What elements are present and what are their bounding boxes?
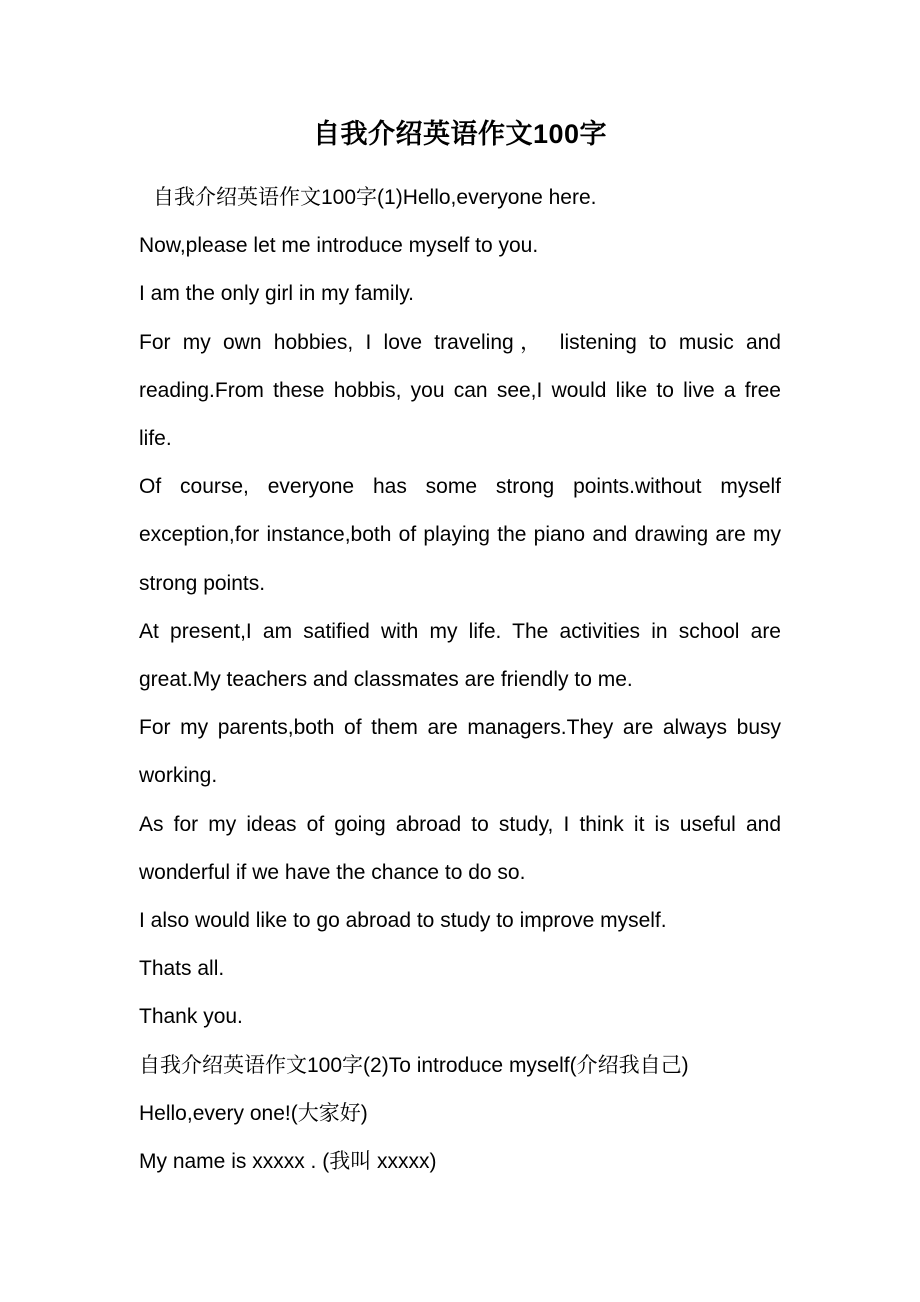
paragraph: Hello,every one!(大家好) xyxy=(139,1101,368,1125)
document-body xyxy=(139,174,781,1186)
document-title: 自我介绍英语作文100字 xyxy=(312,119,608,149)
paragraph: Now,please let me introduce myself to you. xyxy=(139,234,539,258)
paragraph: Thank you. xyxy=(139,1005,243,1029)
paragraph-intro-2: 自我介绍英语作文100字(2)To introduce myself(介绍我自己) xyxy=(139,1053,689,1077)
paragraph: As for my ideas of going abroad to study, I think it is useful and wonderful if we have the chance to do so. xyxy=(139,812,781,884)
paragraph: I am the only girl in my family. xyxy=(139,282,415,306)
paragraph: Thats all. xyxy=(139,957,225,981)
paragraph: Of course, everyone has some strong points.without myself exception,for instance,both of playing the piano and drawing are my strong points. xyxy=(139,475,781,595)
paragraph: At present,I am satified with my life. The activities in school are great.My teachers and classmates are friendly to me. xyxy=(139,619,781,692)
paragraph: For my own hobbies, I love traveling， listening to music and reading.From these hobbis, you can see,I would like to live a free life. xyxy=(139,330,781,451)
paragraph: For my parents,both of them are managers.They are always busy working. xyxy=(139,716,781,788)
paragraph: I also would like to go abroad to study to improve myself. xyxy=(139,909,667,933)
paragraph: My name is xxxxx . (我叫 xxxxx) xyxy=(139,1150,437,1174)
paragraph-intro-1: 自我介绍英语作文100字(1)Hello,everyone here. xyxy=(153,186,597,209)
